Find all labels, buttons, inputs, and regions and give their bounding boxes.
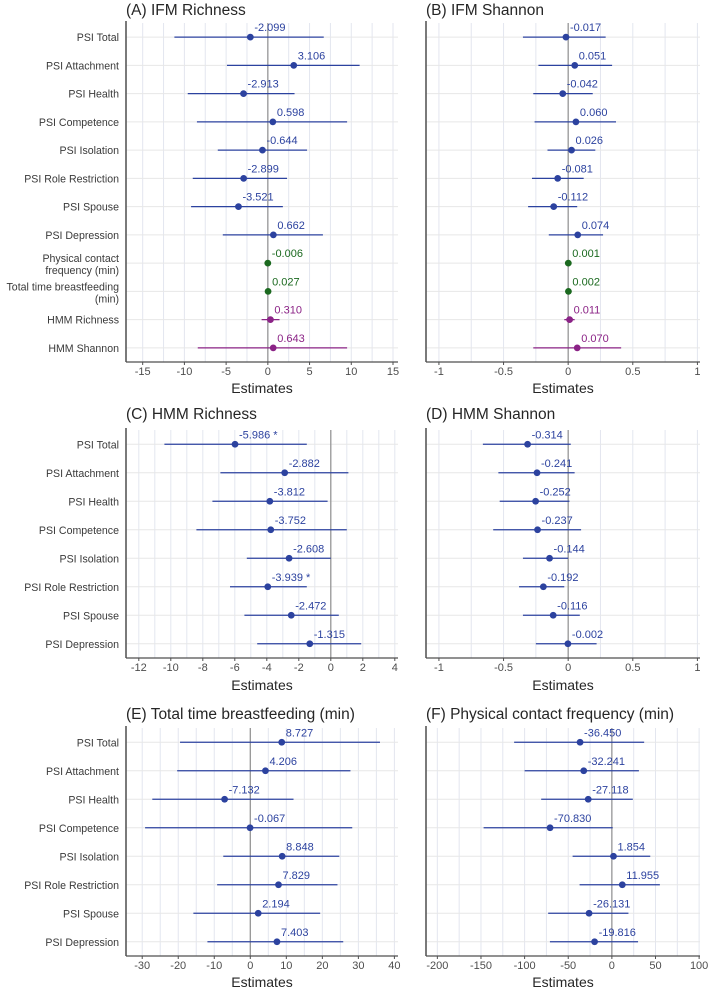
forest-row [500, 486, 571, 504]
estimate-value-label: -3.939 * [271, 571, 311, 584]
category-label: HMM Shannon [48, 342, 119, 355]
category-label: Physical contact [42, 253, 119, 266]
estimate-point [275, 881, 282, 888]
x-tick-label: -1 [434, 662, 444, 674]
estimate-value-label: -1.315 [313, 628, 345, 641]
estimate-value-label: -0.252 [539, 486, 571, 499]
estimate-point [247, 824, 254, 831]
x-axis-title: Estimates [231, 677, 293, 693]
x-tick-label: -100 [513, 960, 536, 972]
forest-row [523, 543, 585, 561]
forest-row [565, 276, 600, 294]
estimate-point [290, 62, 297, 69]
estimate-value-label: 0.598 [276, 106, 305, 119]
estimate-value-label: 8.848 [286, 841, 314, 854]
panel-title: (D) HMM Shannon [426, 406, 556, 423]
estimate-value-label: -3.752 [274, 514, 306, 527]
estimate-value-label: 0.027 [272, 276, 300, 289]
forest-row [217, 870, 337, 888]
estimate-value-label: -0.116 [557, 600, 588, 613]
estimate-value-label: 8.727 [285, 727, 314, 740]
category-label: PSI Competence [38, 116, 119, 129]
category-label: PSI Depression [45, 638, 119, 651]
x-tick-label: -5 [221, 366, 232, 378]
estimate-value-label: 3.106 [297, 50, 326, 63]
estimate-point [262, 767, 269, 774]
estimate-value-label: 0.310 [274, 304, 302, 317]
category-label: PSI Health [68, 88, 119, 101]
forest-row [230, 572, 311, 590]
estimate-point [278, 739, 285, 746]
forest-row [264, 248, 303, 266]
estimate-point [565, 260, 572, 267]
estimate-point [532, 498, 539, 505]
x-axis-title: Estimates [231, 974, 293, 988]
panel-breastfeeding-chart [0, 702, 410, 988]
estimate-value-label: 0.051 [578, 50, 607, 63]
x-tick-label: -20 [170, 960, 187, 972]
estimate-point [279, 853, 286, 860]
category-label: PSI Role Restriction [24, 173, 119, 186]
estimate-point [247, 34, 254, 41]
estimate-point [610, 853, 617, 860]
estimate-point [221, 796, 228, 803]
estimate-value-label: 0.026 [575, 135, 604, 148]
panel-breastfeeding [0, 702, 410, 988]
estimate-value-label: -0.002 [571, 628, 604, 641]
x-axis-title: Estimates [231, 380, 293, 396]
estimate-point [550, 612, 557, 619]
estimate-point [534, 469, 541, 476]
x-tick-label: 0 [247, 960, 254, 972]
estimate-value-label: 0.074 [581, 219, 610, 232]
estimate-point [573, 118, 580, 125]
x-tick-label: 2 [359, 662, 366, 674]
estimate-point [270, 231, 277, 238]
forest-row [212, 486, 327, 504]
estimate-value-label: -0.017 [569, 22, 602, 35]
x-tick-label: 10 [280, 960, 293, 972]
estimate-point [306, 640, 313, 647]
category-label: PSI Spouse [63, 908, 119, 921]
x-tick-label: 10 [345, 366, 358, 378]
category-label: frequency (min) [45, 265, 119, 278]
estimate-point [235, 203, 242, 210]
estimate-value-label: -0.042 [566, 78, 598, 91]
forest-row [541, 784, 633, 802]
category-label: PSI Depression [45, 936, 119, 949]
category-label: PSI Role Restriction [24, 879, 119, 892]
x-tick-label: 100 [689, 960, 709, 972]
panel-title: (E) Total time breastfeeding (min) [126, 706, 355, 723]
estimate-point [547, 824, 554, 831]
category-label: PSI Role Restriction [24, 581, 119, 594]
estimate-point [559, 90, 566, 97]
estimate-point [270, 344, 277, 351]
estimate-value-label: -7.132 [228, 784, 260, 797]
estimate-point [274, 938, 281, 945]
category-label: PSI Health [68, 496, 119, 509]
forest-row [198, 333, 347, 351]
forest-row [152, 784, 293, 802]
forest-row [247, 543, 331, 561]
panel-physical-contact [410, 702, 709, 988]
estimate-point [540, 583, 547, 590]
category-label: PSI Spouse [63, 201, 119, 214]
forest-row [145, 813, 352, 831]
category-label: PSI Total [76, 737, 119, 750]
x-tick-label: 0.5 [625, 662, 641, 674]
estimate-point [565, 288, 572, 295]
x-tick-label: 0 [565, 366, 572, 378]
forest-row [523, 22, 606, 40]
estimate-value-label: -0.067 [254, 812, 286, 825]
estimate-value-label: -2.472 [295, 600, 327, 613]
forest-row [536, 629, 603, 647]
estimate-point [267, 316, 274, 323]
forest-row [533, 79, 598, 97]
x-tick-label: -0.5 [494, 662, 514, 674]
forest-row [174, 22, 323, 40]
estimate-point [550, 203, 557, 210]
x-tick-label: 1 [694, 366, 701, 378]
x-axis-title: Estimates [532, 677, 594, 693]
estimate-point [546, 555, 553, 562]
estimate-point [281, 469, 288, 476]
estimate-value-label: -0.314 [531, 429, 563, 442]
estimate-point [577, 739, 584, 746]
panel-ifm-shannon-chart [410, 0, 709, 400]
x-tick-label: -15 [134, 366, 151, 378]
estimate-point [585, 796, 592, 803]
x-tick-label: -2 [293, 662, 304, 674]
forest-row [265, 276, 300, 294]
category-label: PSI Health [68, 794, 119, 807]
forest-row [257, 629, 361, 647]
forest-row [564, 305, 600, 323]
estimate-point [266, 498, 273, 505]
x-tick-label: -12 [130, 662, 147, 674]
x-tick-label: -4 [261, 662, 272, 674]
estimate-value-label: -0.237 [541, 514, 573, 527]
estimate-point [288, 612, 295, 619]
category-label: PSI Total [76, 439, 119, 452]
forest-row [550, 927, 638, 945]
forest-row [547, 135, 603, 153]
estimate-point [524, 441, 531, 448]
estimate-value-label: -0.081 [561, 163, 593, 176]
forest-row [498, 458, 574, 476]
estimate-value-label: -0.144 [553, 543, 585, 556]
estimate-value-label: 0.001 [572, 248, 600, 261]
estimate-value-label: -2.899 [247, 163, 279, 176]
forest-row [483, 429, 571, 447]
category-label: PSI Isolation [59, 851, 119, 864]
forest-row [223, 220, 323, 238]
panel-ifm-richness [0, 0, 410, 400]
forest-row [528, 192, 588, 210]
x-tick-label: 20 [316, 960, 329, 972]
forest-row [538, 50, 612, 68]
panel-hmm-shannon [410, 400, 709, 702]
estimate-value-label: 7.829 [282, 869, 311, 882]
estimate-value-label: 0.060 [579, 106, 608, 119]
estimate-point [264, 260, 271, 267]
x-tick-label: -6 [229, 662, 240, 674]
category-label: PSI Depression [45, 229, 119, 242]
panel-hmm-richness [0, 400, 410, 702]
forest-row [533, 333, 621, 351]
estimate-value-label: 7.403 [280, 926, 309, 939]
forest-row [535, 107, 616, 125]
estimate-value-label: -36.450 [584, 727, 622, 740]
estimate-point [571, 62, 578, 69]
estimate-value-label: -3.812 [273, 486, 306, 499]
category-label: PSI Isolation [59, 553, 119, 566]
panel-physical-contact-chart [410, 702, 709, 988]
estimate-value-label: 0.643 [277, 332, 305, 345]
category-label: Total time breastfeeding [6, 281, 119, 294]
estimate-point [267, 526, 274, 533]
forest-row [532, 163, 593, 181]
category-label: PSI Attachment [45, 60, 119, 73]
estimate-point [259, 147, 266, 154]
panel-title: (B) IFM Shannon [426, 2, 545, 19]
forest-row [548, 898, 630, 916]
estimate-value-label: -0.192 [547, 571, 579, 584]
estimate-point [591, 938, 598, 945]
estimate-value-label: -70.830 [554, 812, 592, 825]
panel-title: (C) HMM Richness [126, 406, 257, 423]
estimate-point [240, 90, 247, 97]
estimate-value-label: -27.118 [592, 784, 629, 797]
estimate-value-label: -2.913 [247, 78, 279, 91]
forest-row [244, 600, 338, 618]
estimate-value-label: -0.241 [541, 457, 573, 470]
forest-row [193, 898, 320, 916]
forest-row [218, 135, 307, 153]
x-tick-label: -200 [426, 960, 449, 972]
forest-row [514, 727, 644, 745]
x-tick-label: -0.5 [494, 366, 514, 378]
forest-row [193, 163, 287, 181]
x-tick-label: 4 [391, 662, 398, 674]
estimate-value-label: -2.882 [288, 457, 320, 470]
estimate-value-label: -0.006 [271, 248, 303, 261]
estimate-value-label: -5.986 * [239, 429, 278, 442]
estimate-value-label: 2.194 [262, 898, 290, 911]
forest-row [565, 248, 600, 266]
estimate-value-label: -2.099 [254, 22, 286, 35]
forest-row [207, 927, 343, 945]
forest-row [525, 756, 639, 774]
x-tick-label: -10 [206, 960, 223, 972]
estimate-point [568, 147, 575, 154]
x-tick-label: 1 [694, 662, 701, 674]
x-tick-label: -10 [162, 662, 179, 674]
estimate-value-label: 0.002 [572, 276, 600, 289]
panel-ifm-shannon [410, 0, 709, 400]
x-tick-label: 50 [649, 960, 662, 972]
forest-row [549, 220, 609, 238]
panel-title: (F) Physical contact frequency (min) [426, 706, 675, 723]
forest-row [180, 727, 380, 745]
estimate-value-label: -0.112 [557, 191, 589, 204]
estimate-value-label: 11.955 [626, 869, 660, 882]
estimate-point [264, 583, 271, 590]
x-tick-label: 30 [352, 960, 365, 972]
category-label: (min) [94, 293, 119, 306]
category-label: PSI Attachment [45, 765, 119, 778]
estimate-point [286, 555, 293, 562]
category-label: PSI Isolation [59, 145, 119, 158]
panel-title: (A) IFM Richness [126, 2, 246, 19]
estimate-point [586, 910, 593, 917]
estimate-value-label: -26.131 [593, 898, 631, 911]
estimate-point [580, 767, 587, 774]
category-label: PSI Competence [38, 524, 119, 537]
estimate-value-label: 0.070 [581, 332, 609, 345]
category-label: PSI Spouse [63, 610, 119, 623]
estimate-value-label: 0.011 [573, 304, 601, 317]
estimate-value-label: -19.816 [598, 926, 636, 939]
x-tick-label: 0 [264, 366, 271, 378]
estimate-point [265, 288, 272, 295]
estimate-point [232, 441, 239, 448]
estimate-value-label: 0.662 [277, 219, 305, 232]
estimate-point [565, 640, 572, 647]
x-tick-label: -1 [434, 366, 444, 378]
estimate-point [240, 175, 247, 182]
forest-row [523, 600, 588, 618]
category-label: PSI Attachment [45, 467, 119, 480]
forest-row [164, 429, 306, 447]
x-tick-label: 0 [608, 960, 615, 972]
estimate-point [619, 881, 626, 888]
panel-hmm-richness-chart [0, 400, 410, 702]
category-label: HMM Richness [47, 314, 119, 327]
x-tick-label: -150 [469, 960, 492, 972]
estimate-value-label: -0.644 [266, 135, 298, 148]
x-tick-label: 5 [306, 366, 313, 378]
x-tick-label: 0 [565, 662, 572, 674]
estimate-value-label: 1.854 [617, 841, 646, 854]
panel-hmm-shannon-chart [410, 400, 709, 702]
estimate-point [566, 316, 573, 323]
forest-row [493, 515, 581, 533]
x-tick-label: -8 [197, 662, 208, 674]
estimate-value-label: -3.521 [242, 191, 274, 204]
forest-row [188, 79, 295, 97]
category-label: PSI Total [76, 32, 119, 45]
x-tick-label: -10 [176, 366, 193, 378]
forest-row [197, 107, 347, 125]
estimate-value-label: 4.206 [269, 755, 297, 768]
x-tick-label: -50 [560, 960, 577, 972]
estimate-value-label: -2.608 [293, 543, 325, 556]
forest-row [177, 756, 350, 774]
x-tick-label: -30 [134, 960, 151, 972]
panel-ifm-richness-chart [0, 0, 410, 400]
x-axis-title: Estimates [532, 974, 594, 988]
estimate-value-label: -32.241 [587, 755, 626, 768]
estimate-point [574, 231, 581, 238]
x-tick-label: 0.5 [625, 366, 641, 378]
estimate-point [255, 910, 262, 917]
x-tick-label: 0 [327, 662, 334, 674]
category-label: PSI Competence [38, 822, 119, 835]
estimate-point [574, 344, 581, 351]
x-tick-label: 40 [388, 960, 401, 972]
x-tick-label: 15 [386, 366, 400, 378]
forest-row [519, 572, 579, 590]
forest-row [580, 870, 660, 888]
estimate-point [563, 34, 570, 41]
estimate-point [269, 118, 276, 125]
x-axis-title: Estimates [532, 380, 594, 396]
estimate-point [554, 175, 561, 182]
estimate-point [534, 526, 541, 533]
forest-row [220, 458, 348, 476]
